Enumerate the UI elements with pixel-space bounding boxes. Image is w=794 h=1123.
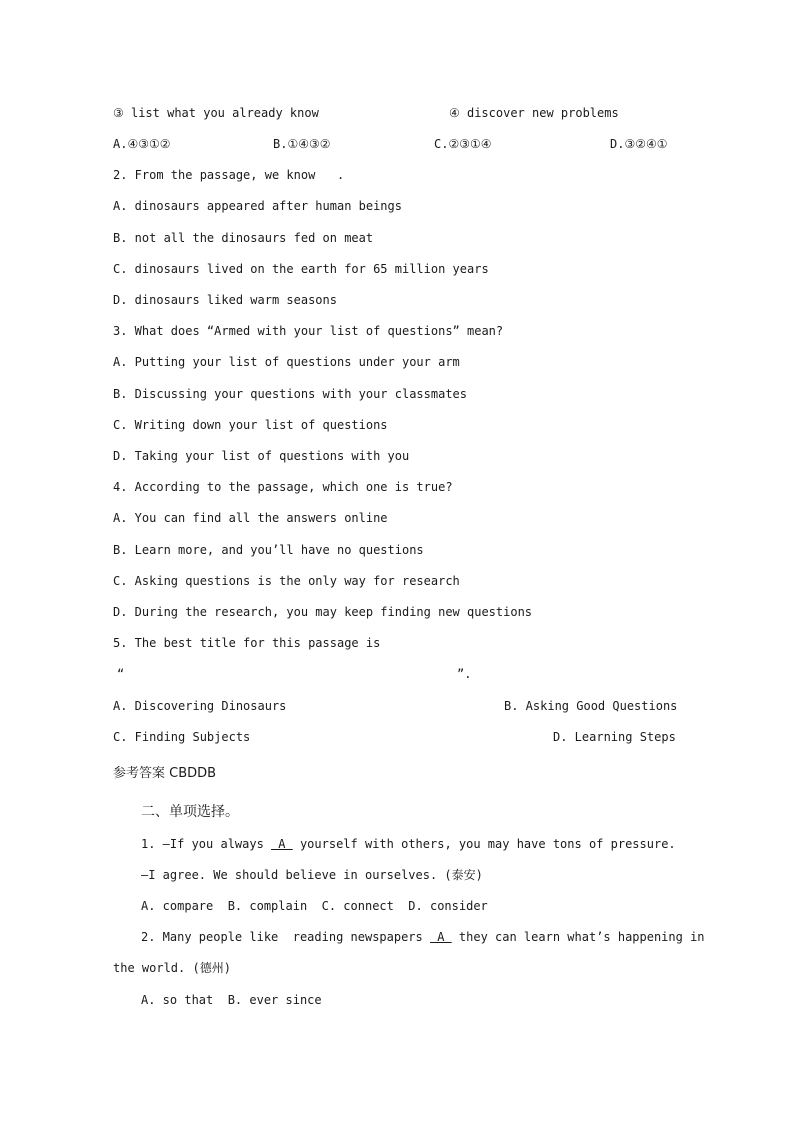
q5-option-c: C. Finding Subjects [113,730,251,744]
q3-option-a: A. Putting your list of questions under your arm [113,355,460,369]
s2-stem-start: 2. Many people like reading newspapers [141,930,430,944]
q3-option-d: D. Taking your list of questions with you [113,449,410,463]
q2-option-c: C. dinosaurs lived on the earth for 65 million years [113,262,489,276]
s1-reply: —I agree. We should believe in ourselves. (泰安) [141,868,483,882]
s1-answer-blank: A [271,837,293,851]
q2-option-a: A. dinosaurs appeared after human beings [113,199,402,213]
q5-option-a: A. Discovering Dinosaurs [113,699,287,713]
q4-option-d: D. During the research, you may keep finding new questions [113,605,533,619]
option-line-4: ④ discover new problems [449,106,619,120]
s1-stem-end: yourself with others, you may have tons of pressure. [292,837,676,851]
s1-stem-start: 1. —If you always [141,837,272,851]
section-heading: 二、单项选择。 [141,804,239,820]
q1-option-d: D.③②④① [610,137,668,151]
q5-option-b: B. Asking Good Questions [504,699,678,713]
q3-option-b: B. Discussing your questions with your classmates [113,387,468,401]
q2-option-d: D. dinosaurs liked warm seasons [113,293,337,307]
answer-key: 参考答案 CBDDB [113,766,217,781]
q4-option-b: B. Learn more, and you’ll have no questions [113,543,424,557]
q4-option-c: C. Asking questions is the only way for research [113,574,460,588]
question-4: 4. According to the passage, which one is true? [113,480,453,494]
question-2: 2. From the passage, we know . [113,168,345,182]
single-choice-1 [141,836,676,852]
s1-options: A. compare B. complain C. connect D. consider [141,899,488,913]
q5-blank-close: ”. [457,667,472,681]
s2-answer-blank: A [429,930,452,944]
option-line-3: ③ list what you already know [113,106,319,120]
question-5: 5. The best title for this passage is [113,636,381,650]
q1-option-b: B.①④③② [273,137,331,151]
q1-option-a: A.④③①② [113,137,171,151]
question-3: 3. What does “Armed with your list of questions” mean? [113,324,504,338]
q1-option-c: C.②③①④ [434,137,492,151]
q4-option-a: A. You can find all the answers online [113,511,388,525]
q2-option-b: B. not all the dinosaurs fed on meat [113,231,374,245]
q5-blank-open: “ [117,667,125,681]
single-choice-2 [141,929,705,945]
s2-stem-end: they can learn what’s happening in [451,930,705,944]
s2-continuation: the world. (德州) [113,961,231,975]
q3-option-c: C. Writing down your list of questions [113,418,388,432]
q5-option-d: D. Learning Steps [553,730,676,744]
s2-options: A. so that B. ever since [141,993,322,1007]
